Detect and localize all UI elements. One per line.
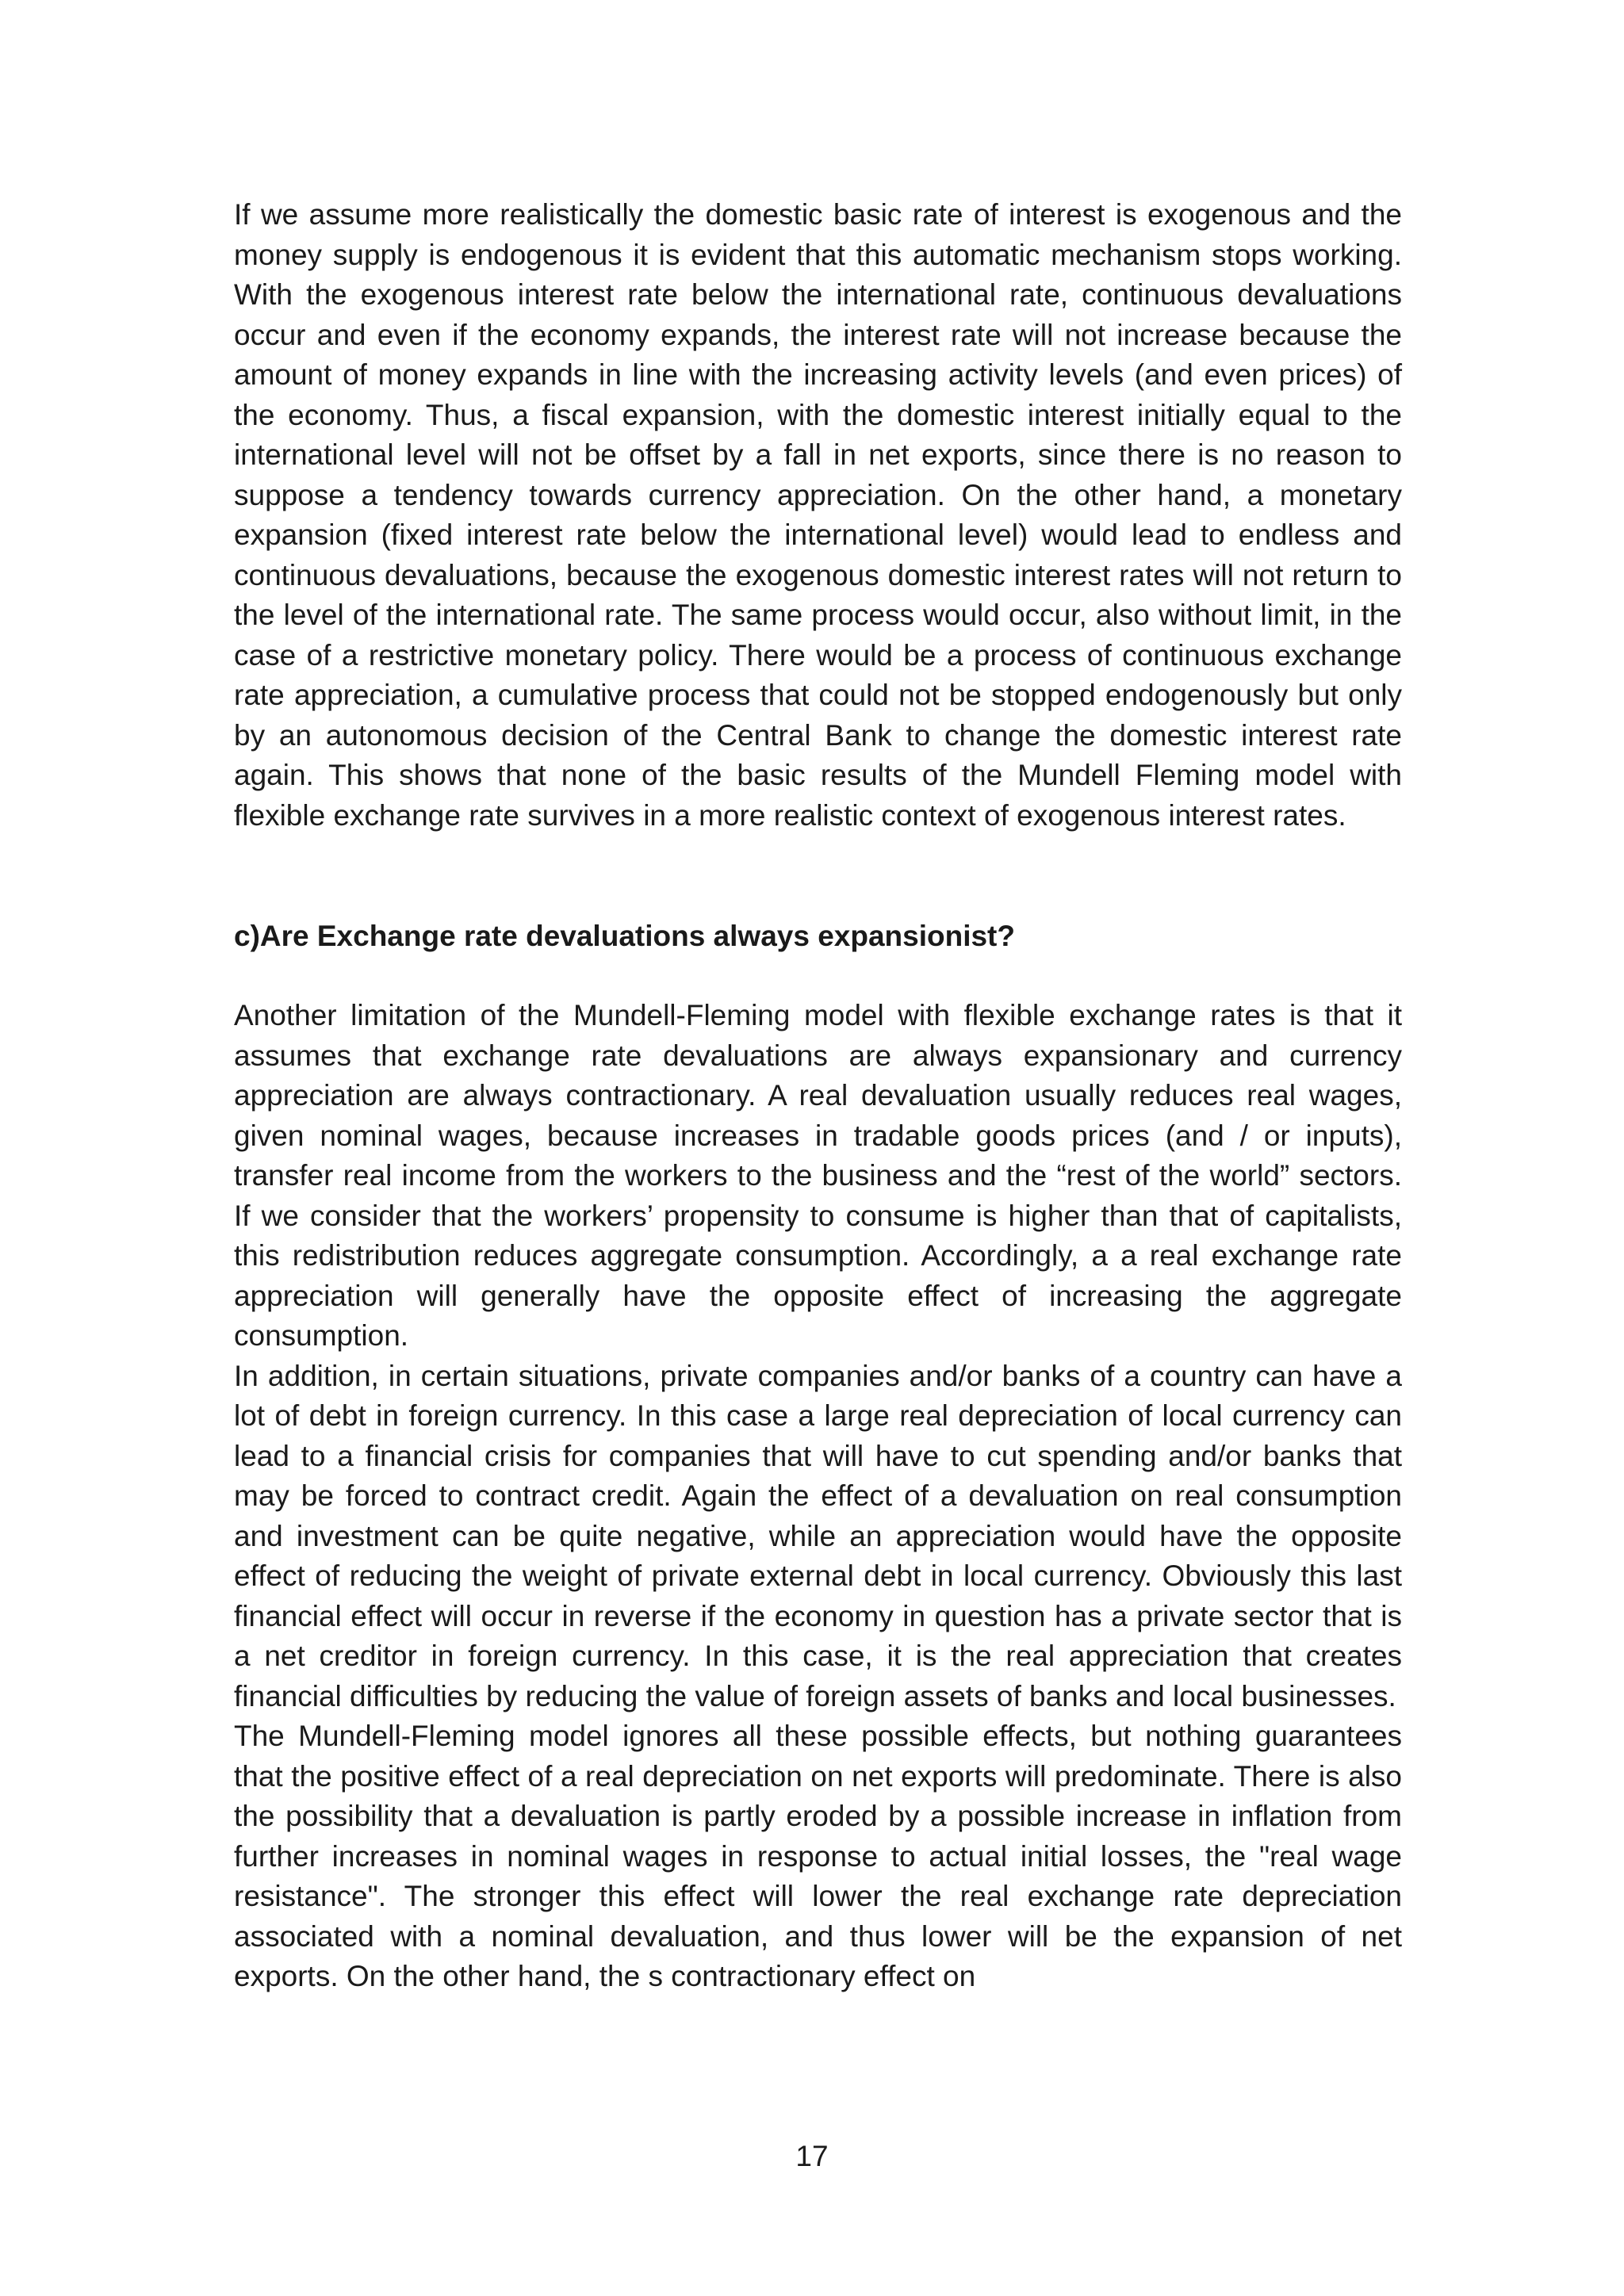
body-paragraph: Another limitation of the Mundell-Fleming model with flexible exchange rates is that it assumes that exchange rate devaluations are always expansionary and currency appreciation are always contractionary. A real devaluation usually reduces real wages, given nominal wages, because increases in tradable goods prices (and / or inputs), transfer real income from the workers to the business and the “rest of the world” sectors. If we consider that the workers’ propensity to consume is higher than that of capitalists, this redistribution reduces aggregate consumption. Accordingly, a a real exchange rate appreciation will generally have the opposite effect of increasing the aggregate consumption. bbox=[234, 999, 1402, 1352]
section-heading: c)Are Exchange rate devaluations always expansionist? bbox=[234, 920, 1015, 952]
document-page bbox=[234, 195, 1402, 1997]
page-number: 17 bbox=[795, 2140, 829, 2172]
body-paragraph: In addition, in certain situations, private companies and/or banks of a country can have a lot of debt in foreign currency. In this case a large real depreciation of local currency can lead to a financial crisis for companies that will have to cut spending and/or banks that may be forced to contract credit. Again the effect of a devaluation on real consumption and investment can be quite negative, while an appreciation would have the opposite effect of reducing the weight of private external debt in local currency. Obviously this last financial effect will occur in reverse if the economy in question has a private sector that is a net creditor in foreign currency. In this case, it is the real appreciation that creates financial difficulties by reducing the value of foreign assets of banks and local businesses. bbox=[234, 1359, 1402, 1712]
body-paragraph: If we assume more realistically the domestic basic rate of interest is exogenous and the money supply is endogenous it is evident that this automatic mechanism stops working. With the exogenous interest rate below the international rate, continuous devaluations occur and even if the economy expands, the interest rate will not increase because the amount of money expands in line with the increasing activity levels (and even prices) of the economy. Thus, a fiscal expansion, with the domestic interest initially equal to the international level will not be offset by a fall in net exports, since there is no reason to suppose a tendency towards currency appreciation. On the other hand, a monetary expansion (fixed interest rate below the international level) would lead to endless and continuous devaluations, because the exogenous domestic interest rates will not return to the level of the international rate. The same process would occur, also without limit, in the case of a restrictive monetary policy. There would be a process of continuous exchange rate appreciation, a cumulative process that could not be stopped endogenously but only by an autonomous decision of the Central Bank to change the domestic interest rate again. This shows that none of the basic results of the Mundell Fleming model with flexible exchange rate survives in a more realistic context of exogenous interest rates. bbox=[234, 198, 1402, 832]
body-paragraph: The Mundell-Fleming model ignores all these possible effects, but nothing guarantees that the positive effect of a real depreciation on net exports will predominate. There is also the possibility that a devaluation is partly eroded by a possible increase in inflation from further increases in nominal wages in response to actual initial losses, the "real wage resistance". The stronger this effect will lower the real exchange rate depreciation associated with a nominal devaluation, and thus lower will be the expansion of net exports. On the other hand, the s contractionary effect on bbox=[234, 1720, 1402, 1992]
